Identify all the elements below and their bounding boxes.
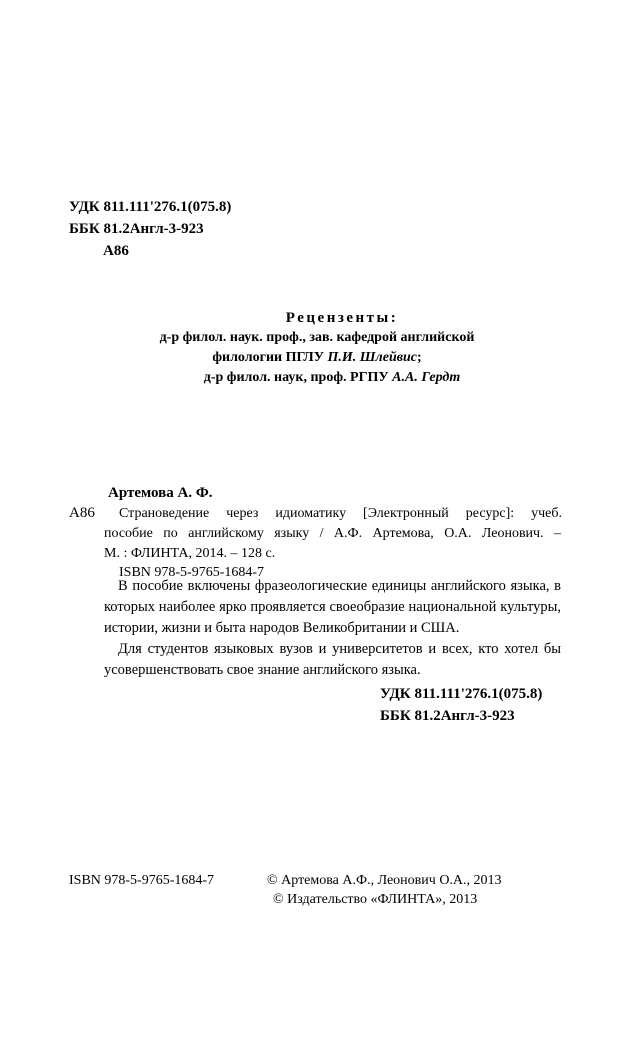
bbk-code-top: ББК 81.2Англ-3-923 bbox=[69, 221, 204, 237]
record-sign: А86 bbox=[69, 505, 95, 521]
reviewer-affiliation-2: д-р филол. наук, проф. РГПУ bbox=[203, 370, 393, 385]
udk-code-top: УДК 811.111'276.1(075.8) bbox=[69, 199, 232, 215]
copyright-publisher: © Издательство «ФЛИНТА», 2013 bbox=[273, 892, 478, 907]
author-sign-top: А86 bbox=[103, 243, 129, 259]
reviewer-name-2: А.А. Гердт bbox=[392, 370, 461, 385]
reviewers-line-3 bbox=[0, 370, 634, 386]
copyright-authors: © Артемова А.Ф., Леонович О.А., 2013 bbox=[267, 873, 502, 888]
reviewers-line-2 bbox=[0, 350, 634, 366]
reviewer-separator: ; bbox=[416, 350, 422, 365]
record-title-line-1: Страноведение через идиоматику [Электронный ресурс]: учеб. bbox=[119, 506, 562, 521]
abstract-paragraph-2: Для студентов языковых вузов и университетов и всех, кто хотел бы усовершенствовать свое знание английского языка. bbox=[104, 641, 561, 678]
record-isbn: ISBN 978-5-9765-1684-7 bbox=[119, 565, 265, 580]
reviewers-line-1: д-р филол. наук. проф., зав. кафедрой английской bbox=[159, 330, 475, 345]
record-imprint: М. : ФЛИНТА, 2014. – 128 с. bbox=[104, 546, 276, 561]
reviewer-name-1: П.И. Шлейвис bbox=[327, 350, 417, 365]
reviewers-title: Рецензенты: bbox=[285, 310, 399, 326]
record-author: Артемова А. Ф. bbox=[108, 485, 213, 501]
abstract-paragraph-1: В пособие включены фразеологические единицы английского языка, в которых наиболее ярко проявляется своеобразие национальной культуры, истории, жизни и быта народов Великобритании и США. bbox=[104, 578, 561, 636]
footer-isbn: ISBN 978-5-9765-1684-7 bbox=[69, 873, 215, 888]
record-title-line-2: пособие по английскому языку / А.Ф. Артемова, О.А. Леонович. – bbox=[104, 526, 561, 541]
bbk-code-bottom: ББК 81.2Англ-3-923 bbox=[380, 708, 515, 724]
reviewer-affiliation-1: филологии ПГЛУ bbox=[212, 350, 328, 365]
udk-code-bottom: УДК 811.111'276.1(075.8) bbox=[380, 686, 543, 702]
